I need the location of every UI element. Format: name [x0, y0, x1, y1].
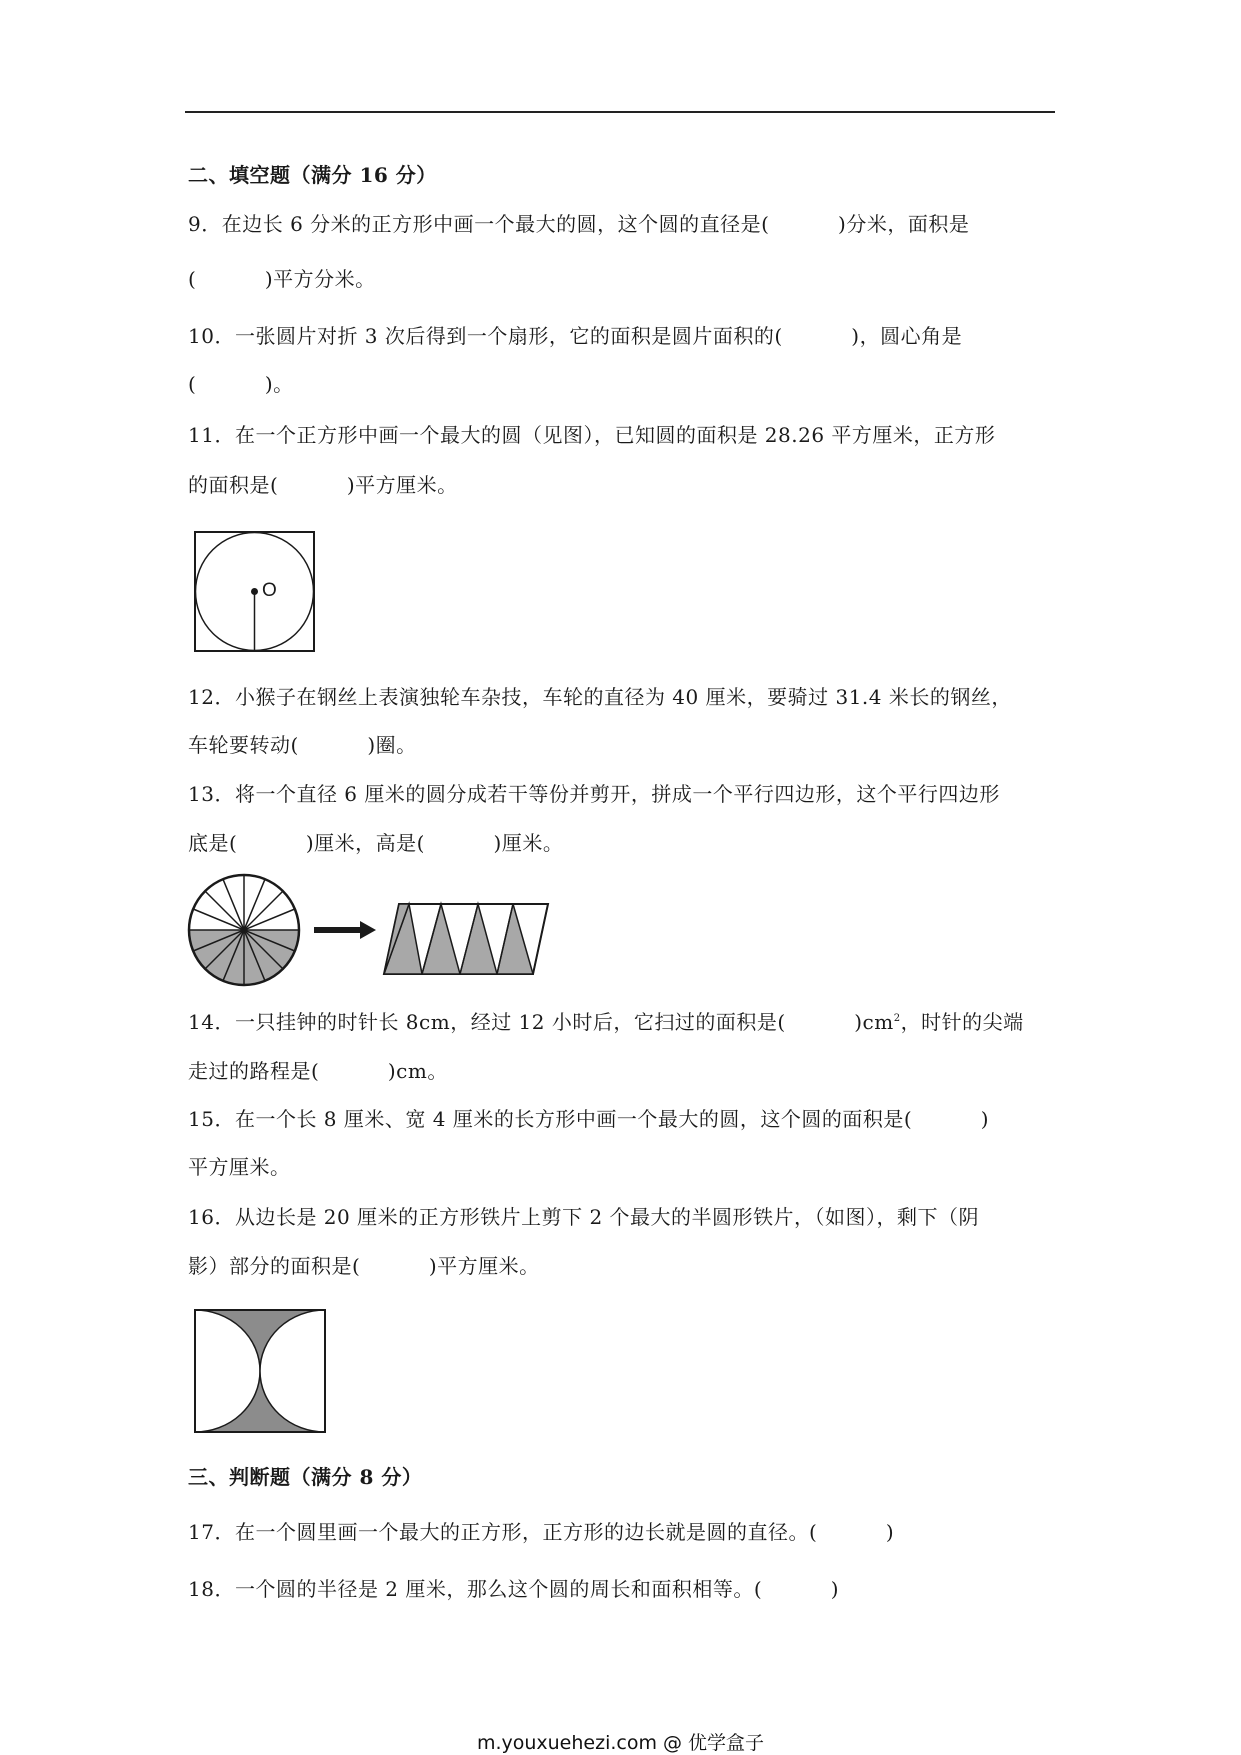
q11-center-label: O	[262, 580, 277, 601]
q11-center-point	[251, 588, 258, 595]
q14-superscript: 2	[893, 1013, 901, 1024]
section-3-heading: 三、判断题（满分 8 分）	[188, 1465, 423, 1489]
q14-line-1-text: 14．一只挂钟的时针长 8cm，经过 12 小时后，它扫过的面积是( )cm	[188, 1010, 894, 1034]
q9-line-2: ( )平方分米。	[188, 267, 376, 291]
q13-parallelogram	[384, 904, 548, 974]
q16-line-1: 16．从边长是 20 厘米的正方形铁片上剪下 2 个最大的半圆形铁片，（如图），剩下（阴	[188, 1205, 980, 1229]
footer-watermark: m.youxuehezi.com @ 优学盒子	[476, 1732, 765, 1754]
q13-arrow	[314, 921, 376, 939]
q10-line-1: 10．一张圆片对折 3 次后得到一个扇形，它的面积是圆片面积的( )，圆心角是	[188, 324, 963, 348]
q13-divided-circle	[189, 875, 299, 985]
q14-line-1	[188, 1008, 1024, 1036]
q13-line-1: 13．将一个直径 6 厘米的圆分成若干等份并剪开，拼成一个平行四边形，这个平行四边形	[188, 782, 1000, 806]
q11-circle-in-square-figure	[193, 530, 318, 653]
q18-line-1: 18．一个圆的半径是 2 厘米，那么这个圆的周长和面积相等。( )	[188, 1577, 840, 1601]
q15-line-2: 平方厘米。	[188, 1155, 291, 1179]
q12-line-1: 12．小猴子在钢丝上表演独轮车杂技，车轮的直径为 40 厘米，要骑过 31.4 米长的钢丝，	[188, 685, 1012, 709]
q12-line-2: 车轮要转动( )圈。	[188, 733, 417, 757]
q13-circle-to-parallelogram-figure	[186, 872, 576, 990]
q11-line-1: 11．在一个正方形中画一个最大的圆（见图），已知圆的面积是 28.26 平方厘米，正方形	[188, 423, 996, 447]
q16-line-2: 影）部分的面积是( )平方厘米。	[188, 1254, 540, 1278]
q11-line-2: 的面积是( )平方厘米。	[188, 473, 458, 497]
q16-semicircles-in-square-figure	[193, 1308, 329, 1434]
q9-line-1: 9．在边长 6 分米的正方形中画一个最大的圆，这个圆的直径是( )分米，面积是	[188, 212, 970, 236]
top-rule	[185, 111, 1055, 113]
section-2-heading: 二、填空题（满分 16 分）	[188, 163, 437, 187]
q14-line-1-tail: ，时针的尖端	[900, 1010, 1024, 1034]
q10-line-2: ( )。	[188, 372, 294, 396]
q15-line-1: 15．在一个长 8 厘米、宽 4 厘米的长方形中画一个最大的圆，这个圆的面积是( )	[188, 1107, 990, 1131]
q13-line-2: 底是( )厘米，高是( )厘米。	[188, 831, 564, 855]
q17-line-1: 17．在一个圆里画一个最大的正方形，正方形的边长就是圆的直径。( )	[188, 1520, 895, 1544]
q14-line-2: 走过的路程是( )cm。	[188, 1059, 448, 1083]
